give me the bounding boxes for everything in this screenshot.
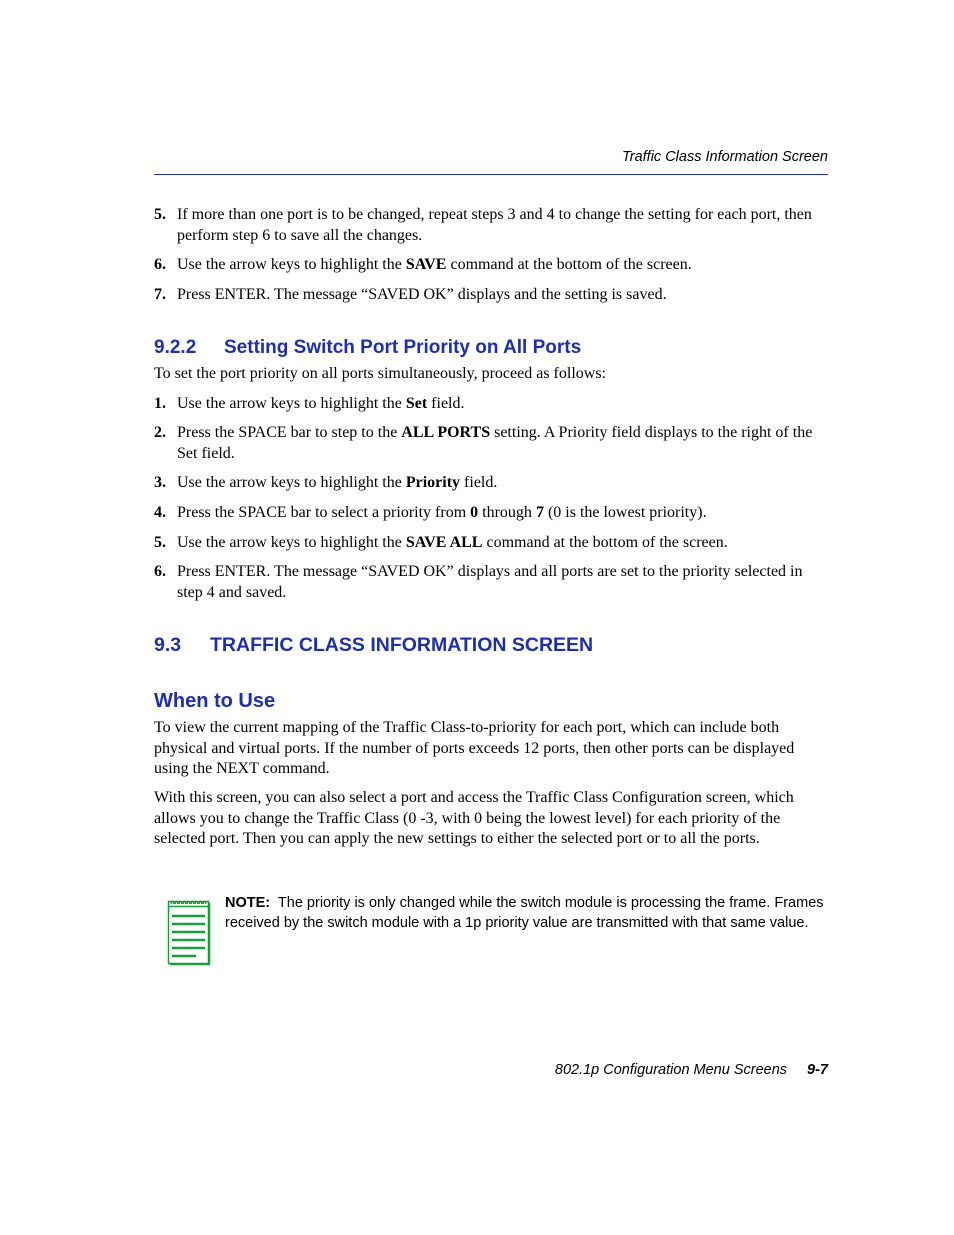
step-number: 6.	[154, 563, 166, 580]
list-item	[154, 394, 828, 415]
list-item	[154, 503, 828, 524]
page-number: 9-7	[807, 1062, 828, 1078]
running-footer	[555, 1062, 828, 1078]
step-number: 7.	[154, 286, 166, 303]
header-rule	[154, 174, 828, 175]
step-number: 3.	[154, 474, 166, 491]
step-text: Press ENTER. The message “SAVED OK” displays and the setting is saved.	[177, 286, 667, 303]
section-title: Setting Switch Port Priority on All Ports	[224, 337, 582, 358]
section-title: TRAFFIC CLASS INFORMATION SCREEN	[210, 634, 594, 656]
note-block	[225, 894, 830, 933]
list-item	[154, 285, 828, 306]
list-item	[154, 255, 828, 276]
note-label: NOTE:	[225, 895, 271, 911]
paragraph: To view the current mapping of the Traffic Class-to-priority for each port, which can include both physical and virtual ports. If the number of ports exceeds 12 ports, then other ports can be displayed using the NEXT command.	[154, 719, 795, 777]
section-heading-9-2-2	[154, 337, 581, 359]
subheading-when-to-use: When to Use	[154, 690, 276, 712]
step-text: Use the arrow keys to highlight the Set field.	[177, 395, 465, 412]
section-lead: To set the port priority on all ports simultaneously, proceed as follows:	[154, 365, 606, 382]
list-item	[154, 533, 828, 554]
step-number: 4.	[154, 504, 166, 521]
step-text: Press ENTER. The message “SAVED OK” displays and all ports are set to the priority selected in step 4 and saved.	[177, 563, 803, 601]
step-text: Use the arrow keys to highlight the Priority field.	[177, 474, 498, 491]
step-text: Use the arrow keys to highlight the SAVE command at the bottom of the screen.	[177, 256, 692, 273]
step-number: 6.	[154, 256, 166, 273]
section-number: 9.2.2	[154, 337, 197, 358]
paragraph: With this screen, you can also select a port and access the Traffic Class Configuration screen, which allows you to change the Traffic Class (0 -3, with 0 being the lowest level) for each priority of the selected port. Then you can apply the new settings to either the selected port or to all the ports.	[154, 789, 794, 847]
step-text: Use the arrow keys to highlight the SAVE ALL command at the bottom of the screen.	[177, 534, 728, 551]
step-text: If more than one port is to be changed, repeat steps 3 and 4 to change the setting for each port, then perform step 6 to save all the changes.	[177, 206, 812, 244]
note-text: The priority is only changed while the switch module is processing the frame. Frames received by the switch module with a 1p priority value are transmitted with that same value.	[225, 895, 824, 931]
step-number: 5.	[154, 206, 166, 223]
step-number: 5.	[154, 534, 166, 551]
section-heading-9-3	[154, 634, 593, 657]
list-item	[154, 205, 828, 246]
step-text: Press the SPACE bar to step to the ALL PORTS setting. A Priority field displays to the right of the Set field.	[177, 424, 813, 462]
list-item	[154, 473, 828, 494]
notepad-icon	[166, 896, 212, 966]
list-item	[154, 423, 828, 464]
step-number: 1.	[154, 395, 166, 412]
step-number: 2.	[154, 424, 166, 441]
footer-title: 802.1p Configuration Menu Screens	[554, 1062, 788, 1078]
step-text: Press the SPACE bar to select a priority from 0 through 7 (0 is the lowest priority).	[177, 504, 707, 521]
list-item	[154, 562, 828, 603]
section-number: 9.3	[154, 634, 182, 656]
running-header: Traffic Class Information Screen	[621, 149, 828, 165]
